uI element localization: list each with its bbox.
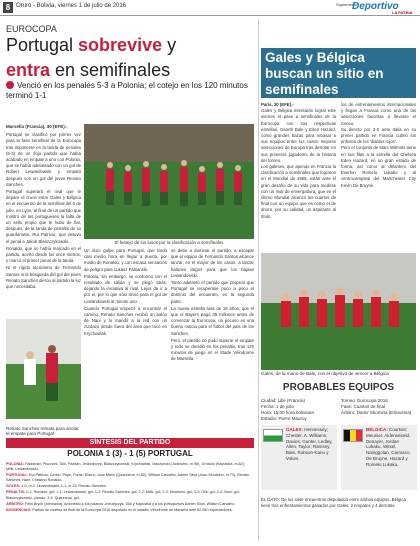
synthesis-body (6, 462, 254, 514)
synthesis-text: Fabianski; Piszczek, Glik, Pazdan, Jedrzejczyk; Blaszczykowski, Krychowiak, Maczynski (Jodlowiec, m.98), Grosicki (Kapustka, m.82); Milik, Lewandowski. (6, 462, 245, 472)
photo-caption: Gales, de la mano de Bale, con el objetivo de vencer a Bélgica (261, 371, 389, 376)
lineup-text: Hennessey; Chester, A. Williams, Davies; Gunter, Ledley, Allen, Taylor; Ramsey, Bale, Robson-Kanu y Vokes. (286, 427, 333, 461)
synthesis-score: POLONIA 1 (3) - 1 (5) PORTUGAL (67, 449, 193, 458)
synthesis-label: PORTUGAL: (6, 473, 28, 478)
article-paragraph: se debe a dominar el partido, a escapar que el equipo de Fernando Santos alcance lanzar, en el mayor de los casos, a lanzar balones largos para que los bajase Lewandowski. (171, 248, 254, 278)
info-line: Estadio: Pierre Mauroy (261, 416, 307, 421)
article-paragraph: Un duro golpe para Portugal, que tardó casi medio hora en llegar a puerta, por medio de Ronaldo, y con escasa sensación de peligro para Lukasz Fabianski. (84, 248, 167, 272)
article-paragraph: Los galeses, que apenas en Francia la clasificación a semifinales que lograron en el Mundial de 1958, están ante el gran desafío de su vida para medirse con un rival de envergadura, que en el último Mundial alcanzó los cuartos de final con un equipo que es como el de ahora, por su calidad, un aspirante al título. (261, 164, 336, 219)
synthesis-line (6, 484, 254, 489)
brand-logo: Deportivo (352, 1, 399, 12)
photo-wales-team (261, 253, 416, 370)
synthesis-label: ÁRBITRO: (6, 501, 25, 506)
synthesis-label: INCIDENCIAS: (6, 507, 32, 512)
article-paragraph: Pero, el partido no pudo superar el empate y todo se decidió en los penaltis, tras 120 minutos de juego en el Stade Vélodrome de Marsella. (171, 337, 254, 362)
brand-sub: LA PATRIA (392, 10, 413, 15)
lineup-wales (261, 425, 337, 490)
lineups-title: PROBABLES EQUIPOS (282, 382, 395, 393)
photo-portugal-celebration (84, 124, 254, 239)
info-line: Fecha: 1 de julio (261, 404, 295, 409)
bullet-icon (6, 81, 14, 89)
section-label: EUROCOPA (6, 24, 57, 34)
synthesis-text: Partido de cuartos de final de la Eurocopa 2016 disputado en el estadio Vélodrome de Marsella ante 62.940 espectadores. (32, 507, 233, 512)
synthesis-title: SÍNTESIS DEL PARTIDO (6, 438, 254, 448)
headline-part1: Portugal (6, 35, 79, 55)
match-info-right (341, 398, 416, 416)
page-number: 8 (3, 2, 13, 13)
synthesis-text: Rui Patricio; Cédric, Pepe, Fonte, Eliseu; Joao Mario (Quaresma, m.80), William Carvalho, Adrien Silva (Joao Moutinho, m.73), Renato Sanches; Nani, Cristiano Ronaldo. (6, 473, 250, 483)
synthesis-text: 1-0, m.2: Lewandowski; 1-1, m.33: Renato Sanches. (21, 484, 107, 489)
subhead-text: Venció en los penales 5-3 a Polonia; el cotejo en los 120 minutos terminó 1-1 (6, 81, 248, 100)
article-byline: París, 30 (EFE).- (261, 102, 294, 107)
article-paragraph: los de entrenamientos internacionales y llegan a Francia como una de las selecciones favoritas a llevarse el torneo. (341, 102, 416, 126)
article-column-3 (171, 248, 254, 434)
photo-caption: El festejo de los lusos por la clasificación a semifinales (114, 240, 224, 245)
wales-flag-icon (263, 429, 283, 442)
lineup-label: GALES: (286, 427, 304, 432)
article-paragraph: Polonia, sin embargo, se conformó con el resultado de salida y se plegó atrás, dejando la iniciativa al rival. Lejos de ir a por el, por lo que sólo sirvió para el gol de Lewandowski al minuto uno. (84, 273, 167, 304)
wales-image (261, 253, 416, 370)
info-line: Árbitro: Damir Skomina (Eslovenia) (341, 410, 412, 415)
synthesis-text: 0-1: Ronaldo, gol; 1-1: Lewandowski, gol; 1-2: Renato Sanches, gol; 2-2: Milik, gol; 2-3: Moutinho, gol; 3-3: Glik, gol; 3-4: Nani, gol; Blaszczykowski, parado; 3-5: Quaresma, gol. (6, 490, 240, 500)
info-line: Hora: 15:00 hora boliviana (261, 410, 314, 415)
lineup-label: BÉLGICA: (366, 427, 388, 432)
synthesis-line (6, 462, 254, 472)
headline-highlight2: entra (6, 60, 51, 80)
headline-part2: y (162, 35, 177, 55)
supplement-label: Suplemento (336, 2, 358, 7)
lineup-text: Courtois; Meunier, Alderweireld, Denayer, Jordan Lukaku, Witsel, Nainggolan, Carrasco, De Bruyne, Hazard y Romelu Lukaku. (366, 427, 411, 467)
synthesis-label: GOLES: (6, 484, 21, 489)
belgium-flag-icon (343, 429, 363, 442)
article-paragraph: Portugal se clasificó por primer vez para la fase semifinal de la Eurocopa tras imponerse en la tanda de penales (5-3) de un flojo partido que había acabado en empate a uno con Polonia, que se había adelantado con un gol de Robert Lewandowski y empató después con un gol del joven Renato Sanches. (6, 132, 81, 187)
lineup-belgium (341, 425, 417, 490)
synthesis-line (6, 502, 254, 507)
dato-note: EL DATO: De los siete encuentros disputados entre ambos equipos, Bélgica tiene tres enfrentamientos ganados por Gales, 2 empates y 4 derrotas. (261, 497, 406, 508)
info-line: Ciudad: Lille (Francia) (261, 398, 306, 403)
photo-renato-sanches (6, 319, 81, 419)
synthesis-line (6, 508, 254, 513)
article-column-2 (84, 248, 167, 434)
article-paragraph: Ronaldo, que no había marcado en el partido, acertó desde los once metros, y marcó el primer penal de la tanda. (6, 245, 81, 264)
synthesis-label: PENALTIS: (6, 490, 26, 495)
article-column-1 (6, 124, 81, 314)
column-divider (258, 20, 259, 540)
article-paragraph: Portugal superará el rival que le depare el cruce entre Gales y Bélgica en el encuentro de la semifinal del 6 de julio, en Lyon, al final de un partido que mostró de los portugueses la falta de un sello propio que le hubo de fiar, después, de la tanda de penaltis de su guardameta, Rui Patricio, que detuvo el penal a Jakub Blaszczykowski. (6, 189, 81, 244)
article-paragraph: Pero el conjunto de Marc Wilmots tiene en sus filas a la estrella del Chelsea Eden Hazard, en un gran estado de forma, así como al delantero del Everton Romelu Lukaku y al centrocampista del Manchester City Kevin De Bruyne. (341, 145, 416, 188)
celebration-image (84, 124, 254, 239)
right-column-1 (261, 102, 336, 250)
article-byline: Marsella (Francia), 30 (EFE).- (6, 124, 68, 129)
info-line: Torneo: Eurocopa 2016 (341, 398, 388, 403)
synthesis-label: POLONIA: (6, 462, 25, 466)
headline-part3: en semifinales (50, 60, 171, 80)
synthesis-line (6, 473, 254, 483)
right-column-2 (341, 102, 416, 250)
article-paragraph: Ni el rígido tacticismo de Fernando Santos ni la búsqueda del gol del joven Renato Sanches dieron al partido la luz que necesitaba. (6, 265, 81, 290)
page-header (0, 0, 420, 16)
right-headline: Gales y Bélgica buscan un sitio en semifinales (265, 50, 384, 97)
synthesis-text: Felix Brych (Alemania). Amonestó a los polacos Jedrzejczyk, Glik y Kapustka y a los portugueses Adrien Silva, William Carvalho. (25, 501, 236, 506)
dateline: Oruro - Bolivia, viernes 1 de julio de 2016 (16, 3, 127, 9)
info-line: Fase: Cuartos de final (341, 404, 386, 409)
headline-highlight1: sobrevive (78, 35, 163, 55)
subhead (6, 81, 254, 101)
article-paragraph: La nueva estrella lusa de 18 años, que el que el Bayern pagó 35 millones antes de comenzar la Eurocopa, un pecoso es una buena noticia para el fútbol del país de los Sanches. (171, 305, 254, 336)
article-paragraph: Cuando Portugal empezó a encontrar el camino, Renato Sanches recibió un balón de Nani y lo mandó a la red con un zurdazo desde fuera del área que tocó en Krychowiak. (84, 305, 167, 336)
article-paragraph: Gales y Bélgica intentarán lograr este viernes el pase a semifinales de la Eurocopa con sus respectivas estrellas, Gareth Bale y Eden Hazard, como grandes bazas para rebasar a sus equipos entre los cuatro mejores selecciones de Europa tras derrotar en sus primeros jugadores de la historia del torneo. (261, 108, 336, 163)
article-paragraph: Su directo por 3-0 ante Italia en su primer partido en Francia cubrió los anhelos de los 'diablos rojos'. (341, 126, 416, 145)
synthesis-line (6, 490, 254, 500)
article-paragraph: Tanto adelantó el partido que propició que Portugal se recuperase poco a poco el dominio del encuentro, en la segunda parte. (171, 280, 254, 304)
match-info-left (261, 398, 337, 422)
sanches-image (6, 319, 81, 419)
photo-caption: Renato Sanches remata para anotar el empate para Portugal (6, 426, 79, 436)
headline (6, 33, 254, 83)
